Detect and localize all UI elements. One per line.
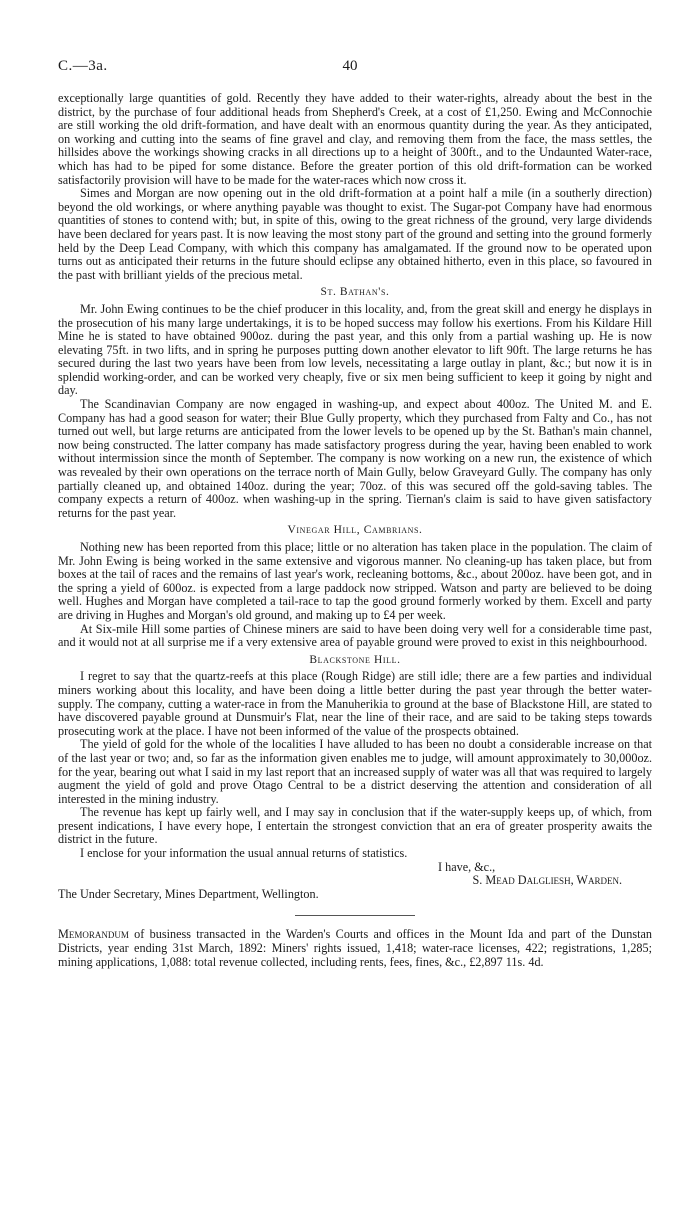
divider-rule <box>295 915 415 916</box>
body-paragraph: I enclose for your information the usual annual returns of statistics. <box>80 846 408 861</box>
page-header <box>0 58 700 78</box>
document-reference: C.—3a. <box>58 58 108 74</box>
body-paragraph: The Scandinavian Company are now engaged in washing-up, and expect about 400oz. The United M. and E. Company has had a good season for water; their Blue Gully property, which they purchased from Falty and Co., has not turned out well, but large returns are anticipated from the lower levels to be opened up by the St. Bathan's main channel, now being constructed. The latter company has made satisfactory progress during the year, having been enabled to work without intermission since the month of September. The company is now working on a new run, the existence of which was revealed by their own operations on the terrace north of Main Gully, below Graveyard Gully. The company has only partially cleaned up, and obtained 140oz. during the year; 70oz. of this was secured off the gold-saving tables. The company expects a return of 400oz. when washing-up in the spring. Tiernan's claim is said to have given satisfactory returns for the past year. <box>58 397 652 520</box>
body-paragraph: At Six-mile Hill some parties of Chinese miners are said to have been doing very well for a considerable time past, and it would not at all surprise me if a very extensive area of payable ground were proved to exist in this neighbourhood. <box>58 621 652 650</box>
signature: S. Mead Dalgliesh, Warden. <box>472 873 622 888</box>
section-heading-vinegar-hill: Vinegar Hill, Cambrians. <box>287 524 423 537</box>
page-number: 40 <box>342 58 358 74</box>
document-body <box>58 92 652 969</box>
salutation: I have, &c., <box>438 859 496 874</box>
addressee: The Under Secretary, Mines Department, Wellington. <box>58 886 319 901</box>
memorandum-text: of business transacted in the Warden's Courts and offices in the Mount Ida and part of the Dunstan Districts, year ending 31st March, 1892: Miners' rights issued, 1,418; water-race licenses, 422; registrations, 1,285; mining applications, 1,088: total revenue collected, including rents, fees, fines, &c., £2,897 11s. 4d. <box>58 927 652 969</box>
body-paragraph: Nothing new has been reported from this place; little or no alteration has taken place in the population. The claim of Mr. John Ewing is being worked in the same extensive and vigorous manner. No cleaning-up has taken place, but from boxes at the tail of races and the remains of last year's work, recleaning bottoms, &c., about 200oz. have been got, and in the spring a yield of 600oz. is expected from a large paddock now stripped. Watson and party are believed to be doing well. Hughes and Morgan have completed a tail-race to tap the good ground formerly worked by them. Excell and party are driving in Hughes and Morgan's old ground, and making up to £4 per week. <box>58 540 652 622</box>
body-paragraph: Mr. John Ewing continues to be the chief producer in this locality, and, from the great skill and energy he displays in the prosecution of his many large undertakings, it is to be hoped success may follow his exertions. From his Kildare Hill Mine he is stated to have obtained 900oz. during the past year, and this only from a partial washing up. He is now elevating 75ft. in two lifts, and in spring he purposes putting down another elevator to lift 90ft. The large returns he has secured during the last two years have been from low levels, necessitating a large outlay in plant, &c.; but now it is in splendid working-order, and can be worked very cheaply, five or six men being sufficient to keep it going by night and day. <box>58 301 652 398</box>
letter-closing <box>58 861 652 888</box>
body-paragraph: I regret to say that the quartz-reefs at this place (Rough Ridge) are still idle; there are a few parties and individual miners working about this locality, and have been doing a little better during the past year through the better water-supply. The company, cutting a water-race in from the Manuherikia to ground at the base of Blackstone Hill, are stated to have discovered payable ground at Dunsmuir's Flat, near the line of their race, and are said to be taking steps towards prosecuting work at the place. I have not been informed of the value of the prospects obtained. <box>58 669 652 738</box>
memorandum <box>58 928 652 969</box>
body-paragraph: Simes and Morgan are now opening out in the old drift-formation at a point half a mile (in a southerly direction) beyond the old workings, or where anything payable was thought to exist. The Sugar-pot Company have had enormous quantities of stones to contend with; but, in spite of this, owing to the great richness of the ground, very large dividends have been declared for years past. It is now leaving the most stony part of the ground and setting into the ground formerly held by the Deep Lead Company, with which this company has amalgamated. If the ground now to be operated upon turns out as anticipated their returns in the future should eclipse any obtained hitherto, even in this place, so favoured in the past with brilliant yields of the precious metal. <box>58 186 652 282</box>
body-paragraph: The revenue has kept up fairly well, and I may say in conclusion that if the water-supply keeps up, of which, from present indications, I have every hope, I entertain the strongest conviction that an era of greater prosperity awaits the district in the future. <box>58 805 652 847</box>
section-heading-blackstone-hill: Blackstone Hill. <box>309 653 401 666</box>
body-paragraph: exceptionally large quantities of gold. Recently they have added to their water-rights, already about the best in the district, by the purchase of four additional heads from Shepherd's Creek, at a cost of £1,250. Ewing and McConnochie are still working the old drift-formation, and have dealt with an enormous quantity during the year. As they anticipated, on working and cutting into the seams of fine gravel and clay, and removing them from the face, the mass settles, the hillsides above the workings showing cracks in all directions up to a height of 300ft., and to the Undaunted Water-race, which has had to be piped for some distance. Before the greater portion of this old drift-formation can be worked satisfactorily provision will have to be made for the water-races which now cross it. <box>58 91 652 187</box>
body-paragraph: The yield of gold for the whole of the localities I have alluded to has been no doubt a considerable increase on that of the last year or two; and, so far as the information given enables me to judge, will amount approximately to 30,000oz. for the year, bearing out what I said in my last report that an increased supply of water was all that was required to largely augment the yield of gold and prove Otago Central to be a district deserving the attention and consideration of all interested in the mining industry. <box>58 737 652 806</box>
section-heading-st-bathans: St. Bathan's. <box>320 286 390 299</box>
memorandum-lead: Memorandum <box>58 927 129 942</box>
